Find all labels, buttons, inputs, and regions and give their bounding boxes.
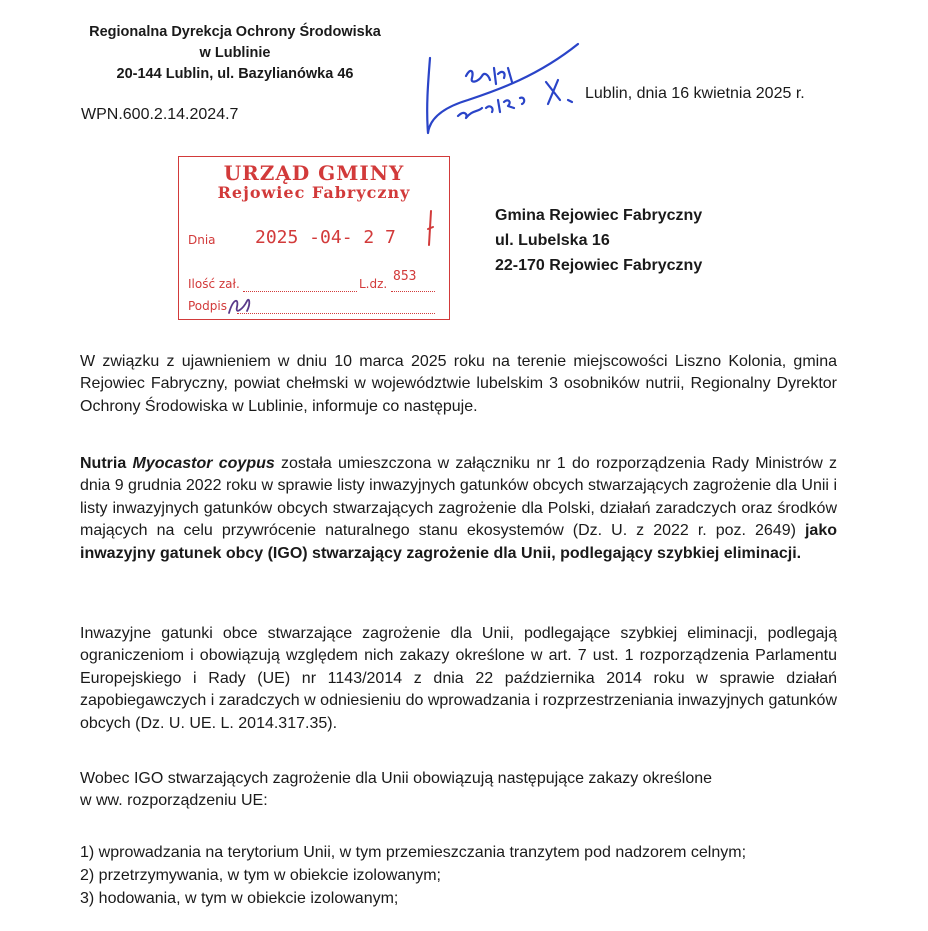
stamp-ldz-value: 853: [393, 269, 417, 284]
stamp-subtitle: Rejowiec Fabryczny: [217, 183, 411, 202]
paragraph-regulation: Inwazyjne gatunki obce stwarzające zagrożenie dla Unii, podlegające szybkiej eliminacji, podlegają ograniczeniom i obowiązują względem nich zakazy określone w art. 7 ust. 1 rozporządzenia Parlamentu Europejskiego i Rady (UE) nr 1143/2014 z dnia 22 października 2014 roku w sprawie działań zapobiegawczych i zaradczych w odniesieniu do wprowadzania i rozprzestrzeniania inwazyjnych gatunków obcych (Dz. U. UE. L. 2014.317.35).: [80, 625, 837, 732]
list-item: 3) hodowania, w tym w obiekcie izolowanym;: [80, 890, 399, 907]
paragraph-nutria: [80, 453, 837, 565]
sender-line-2: w Lublinie: [199, 45, 271, 61]
sender-block: [80, 22, 390, 85]
reference-number: WPN.600.2.14.2024.7: [81, 106, 239, 123]
stamp-handwritten-mark: [425, 209, 435, 249]
list-item: 2) przetrzymywania, w tym w obiekcie izolowanym;: [80, 867, 441, 884]
sender-line-1: Regionalna Dyrekcja Ochrony Środowiska: [89, 24, 381, 40]
stamp-initials-scribble: [225, 293, 255, 319]
stamp-dotted-line: [243, 291, 357, 292]
recipient-line-3: 22-170 Rejowiec Fabryczny: [495, 257, 703, 274]
recipient-block: [495, 203, 702, 278]
list-item: 1) wprowadzania na terytorium Unii, w tym przemieszczania tranzytem pod nadzorem celnym;: [80, 844, 747, 861]
prohibitions-line-2: w ww. rozporządzeniu UE:: [80, 792, 268, 810]
recipient-line-1: Gmina Rejowiec Fabryczny: [495, 207, 703, 224]
stamp-dotted-line: [391, 291, 435, 292]
stamp-signature-label: Podpis: [188, 299, 227, 313]
stamp-dotted-line: [237, 313, 435, 314]
stamp-ldz-label: L.dz.: [359, 277, 388, 291]
nutria-text: została umieszczona w załączniku nr 1 do rozporządzenia Rady Ministrów z dnia 9 grudnia 2022 roku w sprawie listy inwazyjnych gatunków obcych stwarzających zagrożenie dla Unii i listy inwazyjnych gatunków obcych stwarzających zagrożenie dla Polski, działań zaradczych oraz środków mających na celu przywrócenie naturalnego stanu ekosystemów (Dz. U. z 2022 r. poz. 2649): [80, 455, 838, 540]
paragraph-intro: W związku z ujawnieniem w dniu 10 marca 2025 roku na terenie miejscowości Liszno Kolonia, gmina Rejowiec Fabryczny, powiat chełmski w województwie lubelskim 3 osobników nutrii, Regionalny Dyrektor Ochrony Środowiska w Lublinie, informuje co następuje.: [80, 353, 837, 415]
stamp-attachments-label: Ilość zał.: [188, 277, 240, 291]
prohibitions-list: [80, 841, 837, 910]
prohibitions-line-1: Wobec IGO stwarzających zagrożenie dla Unii obowiązują następujące zakazy określone: [80, 770, 713, 787]
recipient-line-2: ul. Lubelska 16: [495, 232, 610, 249]
paragraph-prohibitions: [80, 768, 837, 813]
stamp-date-label: Dnia: [188, 233, 216, 247]
handwritten-signature: [408, 38, 598, 148]
registry-stamp: [178, 156, 450, 320]
nutria-bold-end: jako inwazyjny gatunek obcy (IGO) stwarzający zagrożenie dla Unii, podlegający szybkiej eliminacji.: [80, 522, 837, 562]
stamp-date-value: 2025 -04- 2 7: [255, 227, 396, 248]
species-name: Myocastor coypus: [132, 455, 275, 472]
nutria-bold-start: Nutria: [80, 455, 133, 472]
sender-line-3: 20-144 Lublin, ul. Bazylianówka 46: [116, 66, 354, 82]
date-line: Lublin, dnia 16 kwietnia 2025 r.: [585, 85, 805, 102]
stamp-title: URZĄD GMINY: [223, 161, 405, 185]
